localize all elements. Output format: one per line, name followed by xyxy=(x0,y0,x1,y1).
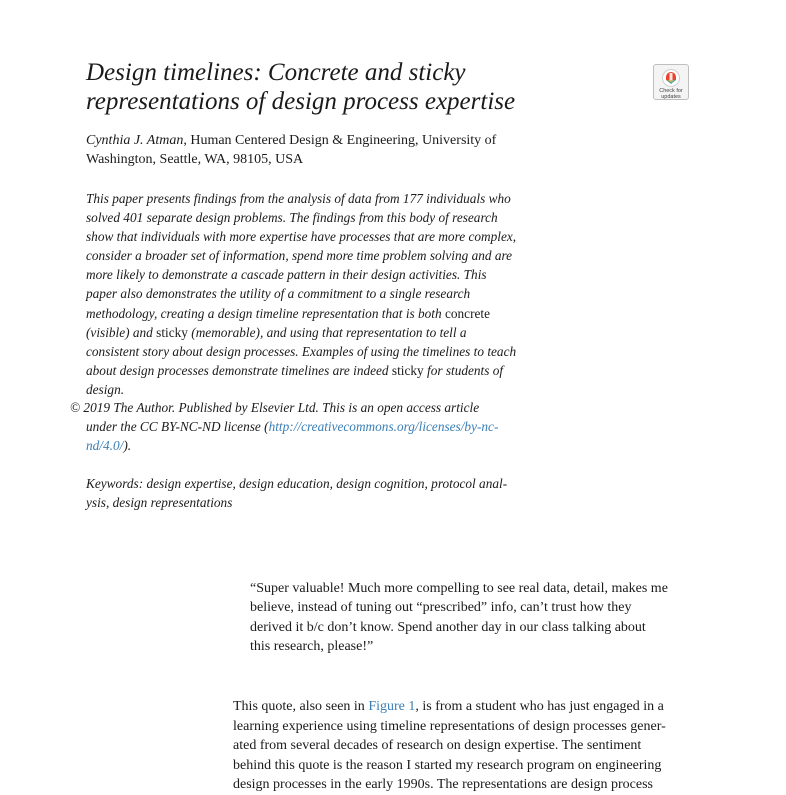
student-quote xyxy=(250,579,692,657)
body-line: behind this quote is the reason I started my research program on engineering xyxy=(233,757,662,773)
crossmark-label-2: updates xyxy=(661,94,681,100)
body-line xyxy=(233,697,692,717)
abstract-line: show that individuals with more expertise have processes that are more complex, xyxy=(86,229,517,245)
crossmark-label-1: Check for xyxy=(659,88,683,94)
abstract-text: (visible) and xyxy=(86,324,157,340)
abstract-line xyxy=(86,361,556,380)
abstract-line: design. xyxy=(86,381,125,397)
license-link[interactable]: http://creativecommons.org/licenses/by-nc- xyxy=(268,419,499,435)
check-for-updates-badge[interactable] xyxy=(653,64,689,100)
abstract-line: consider a broader set of information, spend more time problem solving and are xyxy=(86,248,513,264)
figure-1-link[interactable]: Figure 1 xyxy=(368,699,416,714)
abstract-line: solved 401 separate design problems. The findings from this body of research xyxy=(86,210,498,226)
quote-line: this research, please!” xyxy=(250,639,374,655)
abstract-text: This paper presents findings from the analysis of data from 177 individuals who xyxy=(86,191,511,206)
term-sticky: sticky xyxy=(156,324,188,340)
quote-line: “Super valuable! Much more compelling to see real data, detail, makes me xyxy=(250,581,668,596)
abstract-text: (memorable), and using that representation to tell a xyxy=(187,324,467,340)
quote-line: derived it b/c don’t know. Spend another day in our class talking about xyxy=(250,619,646,635)
keywords-line: Keywords: design expertise, design education, design cognition, protocol anal- xyxy=(86,476,508,491)
body-line: design processes in the early 1990s. The representations are design process xyxy=(233,777,654,792)
title-line-1: Design timelines: Concrete and sticky xyxy=(86,59,466,86)
abstract-text: for students of xyxy=(423,362,504,378)
article-title xyxy=(86,58,606,116)
copyright-line xyxy=(70,436,550,455)
body-line: learning experience using timeline representations of design processes gener- xyxy=(233,718,666,734)
copyright-line: © 2019 The Author. Published by Elsevier Ltd. This is an open access article xyxy=(70,400,480,415)
body-text: This quote, also seen in xyxy=(233,699,369,714)
body-line: ated from several decades of research on design expertise. The sentiment xyxy=(233,738,642,753)
abstract-line: paper also demonstrates the utility of a commitment to a single research xyxy=(86,286,471,302)
title-line-2: representations of design process expertise xyxy=(86,88,516,115)
keywords-line: ysis, design representations xyxy=(86,495,233,511)
affiliation-line-1: , Human Centered Design & Engineering, University of xyxy=(183,133,497,148)
abstract-line xyxy=(86,304,556,323)
license-link-continued[interactable]: nd/4.0/ xyxy=(86,438,124,454)
copyright-text: ). xyxy=(123,438,132,454)
abstract-line: more likely to demonstrate a cascade pattern in their design activities. This xyxy=(86,267,487,283)
crossmark-icon xyxy=(661,68,681,88)
term-concrete: concrete xyxy=(444,305,491,321)
body-paragraph xyxy=(233,697,692,795)
keywords xyxy=(86,474,556,512)
copyright-notice xyxy=(70,398,550,455)
abstract xyxy=(86,189,556,399)
term-sticky: sticky xyxy=(391,362,424,378)
abstract-text: methodology, creating a design timeline representation that is both xyxy=(86,305,445,321)
abstract-line xyxy=(86,323,556,342)
author-affiliation xyxy=(86,131,556,169)
quote-line: believe, instead of tuning out “prescribed” info, can’t trust how they xyxy=(250,600,632,616)
abstract-line xyxy=(86,189,556,208)
abstract-line: consistent story about design processes. Examples of using the timelines to teach xyxy=(86,343,517,359)
copyright-line xyxy=(70,417,550,436)
author-name: Cynthia J. Atman xyxy=(86,133,184,148)
affiliation-line-2: Washington, Seattle, WA, 98105, USA xyxy=(86,152,304,167)
abstract-text: about design processes demonstrate timelines are indeed xyxy=(86,362,392,378)
copyright-text: under the CC BY-NC-ND license ( xyxy=(86,419,269,435)
body-text: , is from a student who has just engaged in a xyxy=(415,699,664,714)
